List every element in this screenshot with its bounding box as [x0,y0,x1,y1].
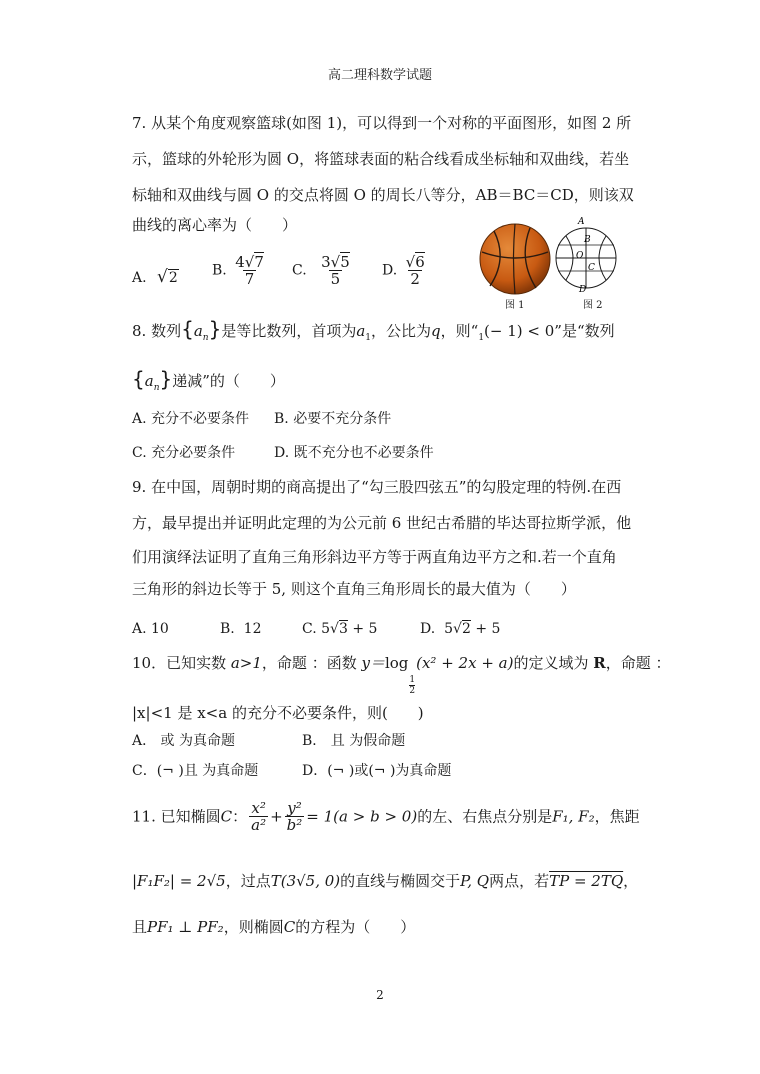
q11-text-3c: 的方程为（ ） [295,918,416,936]
q8-option-c: C. 充分必要条件 [132,445,236,461]
q11-y2: y² [287,799,302,817]
q9-option-a-value: 10 [151,621,169,637]
q9-option-c-tail: + 5 [352,621,378,637]
q7-option-b-fraction: $\frac{4√7}{7}$ [235,253,264,288]
q11-a2: a² [251,816,267,834]
q11-vector-relation: TP = 2TQ [549,872,624,890]
q7-option-a-radicand: 2 [168,270,178,286]
q11-point-t: T(3√5, 0) [270,872,341,890]
q9-option-d-label: D. [420,621,436,637]
q11-text-b: 的左、右焦点分别是 [417,807,553,826]
q11-colon: ： [232,807,248,826]
q7-line-4: 曲线的离心率为（ ） [132,216,298,234]
q7-line-1: 7. 从某个角度观察篮球(如图 1)，可以得到一个对称的平面图形，如图 2 所 [132,114,632,132]
q7-line-3: 标轴和双曲线与圆 O 的交点将圆 O 的周长八等分，AB＝BC＝CD，则该双 [132,186,634,204]
figure-2-label-a: A [578,217,585,227]
q9-line-3: 们用演绎法证明了直角三角形斜边平方等于两直角边平方之和.若一个直角 [132,548,617,566]
q8-option-a: A. 充分不必要条件 [132,411,250,427]
q7-option-a [132,268,179,287]
q10-line-2: |x|<1 是 x<a 的充分不必要条件，则( ) [132,704,424,722]
q8-sequence-sub: n [202,333,209,343]
figure-2-label-b: B [584,235,591,245]
q11-line-2 [132,872,638,890]
q7-option-a-sqrt: √2 [157,267,178,287]
q11-line-1 [132,800,640,833]
q7-option-c [292,254,354,287]
q11-text-3b: ，则椭圆 [223,918,284,936]
q11-perpendicular: PF₁ ⊥ PF₂ [147,918,224,936]
q10-r: R [593,654,606,672]
q8-a1-sub: 1 [365,333,372,343]
q11-line-3 [132,918,415,936]
page-header: 高二理科数学试题 [327,68,432,83]
q8-condition: (− 1) < 0 [484,322,555,340]
q11-text-2d: 两点，若 [489,872,550,890]
q11-text-a: 11. 已知椭圆 [132,807,221,826]
q7-option-d-denominator: 2 [410,270,420,288]
figure-2-caption: 图 2 [583,300,603,311]
q10-line-1 [132,654,671,696]
q10-log: log [384,654,409,672]
q9-line-1: 9. 在中国，周朝时期的商高提出了“勾三股四弦五”的勾股定理的特例.在西 [132,478,622,496]
q8-line-1: 8. 数列$\{a_n\}$是等比数列，首项为$a_1$，公比为q，则“$_1(- 1) < 0$”是“数列 [132,317,615,343]
q11-points-pq: P, Q [460,872,490,890]
q11-text-2e: ， [623,872,639,890]
q10-option-a: A． 或 为真命题 [132,733,236,749]
q11-x2: x² [251,799,266,817]
figure-1-basketball [478,222,552,296]
q11-c: C [220,807,233,826]
q9-option-d-radicand: 2 [461,621,471,637]
q8-mid-3: ，则“ [440,322,479,340]
q9-option-b-label: B. [220,621,235,637]
q7-option-c-radicand: 5 [340,253,350,271]
q7-option-b [212,254,268,287]
q9-option-c-radicand: 3 [338,621,348,637]
q10-text-a: 10．已知实数 [132,654,231,672]
q8-line2-suffix: 递减”的（ ） [172,372,285,390]
q11-text-3a: 且 [132,918,148,936]
q7-option-c-denominator: 5 [330,270,341,288]
q7-option-b-label: B. [212,262,227,279]
figure-2-label-d: D [579,285,587,295]
q9-option-d: D. 5√2 + 5 [420,621,501,637]
q8-mid-1: 是等比数列，首项为 [221,322,357,340]
q8-mid-4: ”是“数列 [554,322,615,340]
q10-text-c: 的定义域为 [513,654,594,672]
q7-option-c-fraction: $\frac{3√5}{5}$ [321,253,350,288]
q9-option-d-coef: 5 [444,621,454,637]
q11-foci: F₁, F₂ [552,807,595,826]
q9-line-2: 方，最早提出并证明此定理的为公元前 6 世纪古希腊的毕达哥拉斯学派，他 [132,514,632,532]
q8-line-2: $\{a_n\}$递减”的（ ） [132,367,285,393]
figure-1-caption: 图 1 [505,300,525,311]
q8-a1: a [356,322,366,340]
q9-option-c-coef: 5 [321,621,331,637]
q11-text-2b: ，过点 [225,872,271,890]
q8-q: q [431,322,441,340]
q7-option-b-coef: 4 [235,253,245,271]
figure-2-label-o: O [576,251,584,261]
q11-frac-x [249,800,268,833]
q9-option-c-label: C. [302,621,317,637]
q8-prefix: 8. 数列 [132,322,182,340]
q9-option-c: C. 5√3 + 5 [302,621,378,637]
q9-option-b-value: 12 [243,621,262,637]
q7-option-d-fraction: $\frac{√6}{2}$ [405,253,425,288]
q8-option-b: B. 必要不充分条件 [274,411,392,427]
q8-sequence-a: a [193,322,203,340]
q7-option-d-label: D. [382,262,398,279]
q11-c2: C [283,918,296,936]
q7-line-2: 示，篮球的外轮形为圆 O，将篮球表面的粘合线看成坐标轴和双曲线，若坐 [132,150,630,168]
q11-b2: b² [286,816,303,834]
q9-option-d-tail: + 5 [475,621,501,637]
q10-option-c: C．(¬ )且 为真命题 [132,763,259,779]
q8-line2-sequence-a: a [144,372,154,390]
q10-a-gt-1: a>1 [230,654,262,672]
q10-option-d: D．(¬ )或(¬ )为真命题 [302,763,452,779]
q8-mid-2: ，公比为 [371,322,432,340]
q10-log-arg: (x² + 2x + a) [416,654,514,672]
q10-text-d: ，命题 ： [605,654,671,672]
q10-option-b: B． 且 为假命题 [302,733,406,749]
q7-option-a-label: A. [132,270,147,286]
q7-option-b-denominator: 7 [244,270,255,288]
figure-2-label-c: C [588,263,595,273]
q11-eq1: = 1(a > b > 0) [306,807,418,826]
q11-text-2c: 的直线与椭圆交于 [340,872,461,890]
q8-line2-sequence-sub: n [153,383,160,393]
q10-text-b: ，命题 ：函数 [261,654,362,672]
page-number: 2 [376,988,384,1002]
q9-option-b [220,620,261,638]
figure-2-diagram [552,212,624,298]
q9-option-a-label: A. [132,621,147,637]
q9-line-4: 三角形的斜边长等于 5, 则这个直角三角形周长的最大值为（ ） [132,580,576,598]
q8-cond-sub: 1 [478,333,485,343]
q11-text-c: ，焦距 [594,807,640,826]
q7-option-c-coef: 3 [321,253,331,271]
q9-option-a [132,620,169,638]
q11-plus: + [270,807,283,826]
q7-option-b-radicand: 7 [254,253,264,271]
q11-focal-distance: |F₁F₂| = 2√5 [132,872,226,890]
q10-log-base [409,675,415,696]
q10-y-eq: y＝ [361,654,385,672]
q8-option-d: D. 既不充分也不必要条件 [274,445,434,461]
q7-option-c-label: C. [292,262,307,279]
q7-option-d [382,254,429,287]
q10-log-base-den: 2 [409,686,416,696]
q11-frac-y [285,800,305,833]
q10-log-base-num: 1 [409,675,416,685]
q7-option-d-radicand: 6 [415,253,425,271]
